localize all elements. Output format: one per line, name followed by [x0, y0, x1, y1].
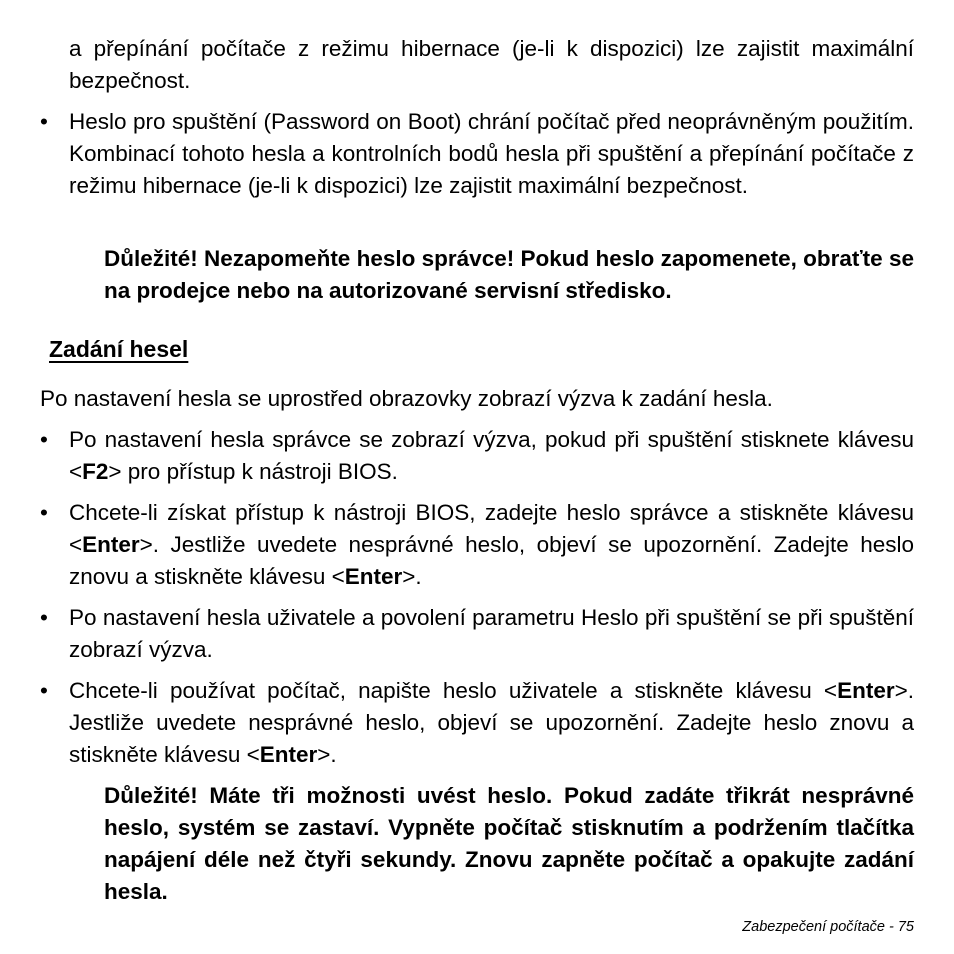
top-continuation-paragraph: a přepínání počítače z režimu hibernace (je-li k dispozici) lze zajistit maximální bezpečnost.	[69, 36, 914, 93]
bullet-marker: •	[40, 427, 48, 452]
bullet-text: Po nastavení hesla uživatele a povolení parametru Heslo při spuštění se při spuštění zobrazí výzva.	[69, 605, 914, 662]
key-name: F2	[82, 459, 109, 484]
key-name: Enter	[837, 678, 895, 703]
footer-section-title: Zabezpečení počítače -	[742, 919, 898, 935]
bullet-text: Heslo pro spuštění (Password on Boot) chrání počítač před neoprávněným použitím. Kombinací tohoto hesla a kontrolních bodů hesla při spuštění a přepínání počítače z režimu hibernace (je-li k dispozici) lze zajistit maximální bezpečnost.	[69, 109, 914, 198]
bullet-text: Chcete-li používat počítač, napište heslo uživatele a stiskněte klávesu <Enter>. Jestliže uvedete nesprávné heslo, objeví se upozornění. Zadejte heslo znovu a stiskněte klávesu <Enter>.	[69, 678, 914, 767]
page-footer	[742, 917, 914, 937]
bullet-text: Chcete-li získat přístup k nástroji BIOS, zadejte heslo správce a stiskněte klávesu <Enter>. Jestliže uvedete nesprávné heslo, objeví se upozornění. Zadejte heslo znovu a stiskněte klávesu <Enter>.	[69, 500, 914, 589]
bullet-marker: •	[40, 605, 48, 630]
bullet-marker: •	[40, 678, 48, 703]
page-number: 75	[897, 919, 914, 935]
key-name: Enter	[344, 564, 403, 589]
bullet-text: Po nastavení hesla správce se zobrazí výzva, pokud při spuštění stisknete klávesu <F2> pro přístup k nástroji BIOS.	[69, 427, 914, 484]
bullet-marker: •	[40, 109, 48, 134]
key-name: Enter	[82, 532, 140, 557]
intro-paragraph: Po nastavení hesla se uprostřed obrazovky zobrazí výzva k zadání hesla.	[40, 386, 773, 411]
important-note-2: Důležité! Máte tři možnosti uvést heslo. Pokud zadáte třikrát nesprávné heslo, systém se zastaví. Vypněte počítač stisknutím a podržením tlačítka napájení déle než čtyři sekundy. Znovu zapněte počítač a opakujte zadání hesla.	[104, 783, 914, 904]
bullet-marker: •	[40, 500, 48, 525]
section-heading: Zadání hesel	[49, 336, 189, 362]
important-note-1: Důležité! Nezapomeňte heslo správce! Pokud heslo zapomenete, obraťte se na prodejce nebo na autorizované servisní středisko.	[104, 246, 914, 303]
key-name: Enter	[259, 742, 318, 767]
